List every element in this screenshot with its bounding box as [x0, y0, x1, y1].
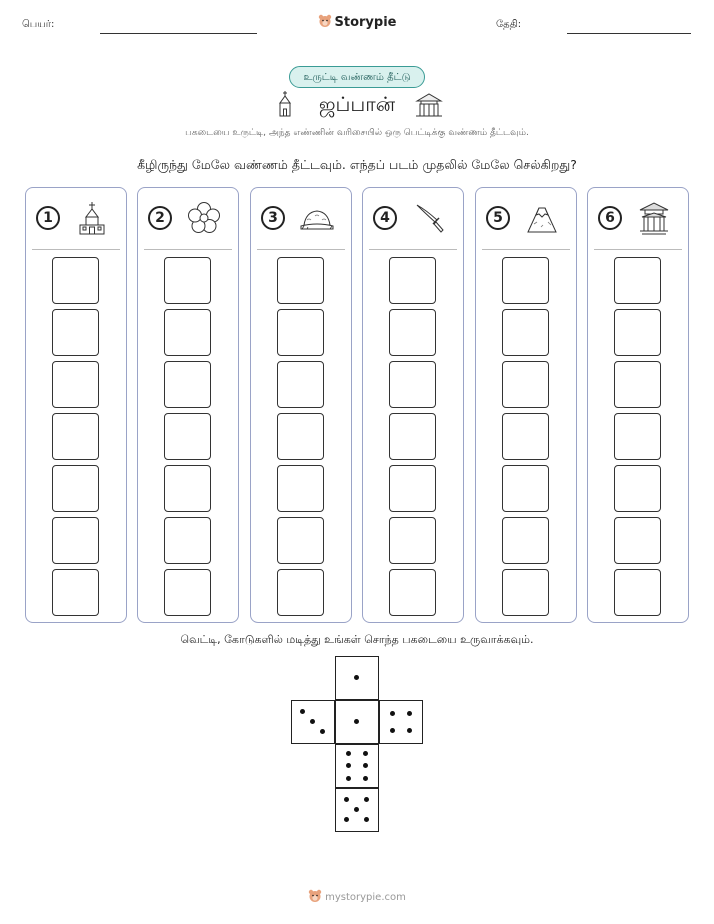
date-label: தேதி: — [496, 19, 522, 30]
color-box[interactable] — [614, 517, 661, 564]
column-number: 6 — [598, 206, 622, 230]
dice-pip — [407, 711, 412, 716]
dice-pip — [364, 817, 369, 822]
color-box[interactable] — [389, 257, 436, 304]
color-box[interactable] — [164, 413, 211, 460]
color-box[interactable] — [389, 413, 436, 460]
dice-face-4 — [379, 700, 423, 744]
column-divider — [32, 249, 120, 250]
color-box[interactable] — [164, 569, 211, 616]
color-box[interactable] — [502, 257, 549, 304]
color-box[interactable] — [164, 309, 211, 356]
dice-pip — [300, 709, 305, 714]
date-line[interactable] — [567, 33, 691, 34]
color-box[interactable] — [389, 361, 436, 408]
color-box[interactable] — [389, 517, 436, 564]
flower-icon — [186, 200, 222, 236]
instruction: கீழிருந்து மேலே வண்ணம் தீட்டவும். எந்தப் படம் முதலில் மேலே செல்கிறது? — [137, 157, 577, 172]
mount-fuji-icon — [524, 200, 560, 236]
color-box[interactable] — [164, 257, 211, 304]
color-box[interactable] — [502, 413, 549, 460]
dice-pip — [390, 711, 395, 716]
dice-pip — [364, 797, 369, 802]
bear-logo-icon — [318, 14, 332, 28]
color-box[interactable] — [277, 413, 324, 460]
color-box[interactable] — [614, 257, 661, 304]
dice-face-6 — [335, 744, 379, 788]
color-box[interactable] — [52, 361, 99, 408]
dice-pip — [320, 729, 325, 734]
subtitle: பகடையை உருட்டி, அந்த எண்ணின் வரிசையில் ஒரு பெட்டிக்கு வண்ணம் தீட்டவும். — [185, 128, 529, 138]
column-divider — [257, 249, 345, 250]
column-number: 4 — [373, 206, 397, 230]
column-divider — [369, 249, 457, 250]
column-divider — [482, 249, 570, 250]
page-title: ஜப்பான் — [318, 92, 396, 116]
color-box[interactable] — [52, 465, 99, 512]
katana-icon — [411, 200, 447, 236]
hot-spring-icon — [299, 200, 335, 236]
pagoda-temple-icon — [636, 200, 672, 236]
column-divider — [144, 249, 232, 250]
color-box[interactable] — [277, 309, 324, 356]
color-box[interactable] — [614, 569, 661, 616]
dice-instruction: வெட்டி, கோடுகளில் மடித்து உங்கள் சொந்த பகடையை உருவாக்கவும். — [180, 633, 534, 646]
color-box[interactable] — [277, 257, 324, 304]
color-box[interactable] — [164, 465, 211, 512]
color-column-2 — [137, 187, 239, 623]
column-divider — [594, 249, 682, 250]
dice-pip — [344, 797, 349, 802]
name-line[interactable] — [100, 33, 257, 34]
column-number: 5 — [486, 206, 510, 230]
color-box[interactable] — [164, 517, 211, 564]
dice-pip — [390, 728, 395, 733]
dice-face-5 — [335, 788, 379, 832]
color-box[interactable] — [502, 465, 549, 512]
church-icon — [74, 200, 110, 236]
color-column-1 — [25, 187, 127, 623]
column-number: 2 — [148, 206, 172, 230]
color-box[interactable] — [389, 309, 436, 356]
brand-name: Storypie — [334, 15, 397, 30]
column-number: 3 — [261, 206, 285, 230]
color-box[interactable] — [52, 569, 99, 616]
activity-tag: உருட்டி வண்ணம் தீட்டு — [289, 66, 425, 88]
column-number: 1 — [36, 206, 60, 230]
color-box[interactable] — [614, 465, 661, 512]
color-box[interactable] — [277, 517, 324, 564]
color-column-5 — [475, 187, 577, 623]
footer-url: mystorypie.com — [325, 892, 406, 903]
color-box[interactable] — [614, 309, 661, 356]
dice-pip — [344, 817, 349, 822]
color-box[interactable] — [52, 257, 99, 304]
color-box[interactable] — [502, 361, 549, 408]
color-column-3 — [250, 187, 352, 623]
dice-face-3 — [291, 700, 335, 744]
temple-title-icon — [414, 92, 444, 118]
color-box[interactable] — [277, 361, 324, 408]
dice-pip — [310, 719, 315, 724]
color-box[interactable] — [614, 361, 661, 408]
color-box[interactable] — [614, 413, 661, 460]
color-box[interactable] — [164, 361, 211, 408]
color-box[interactable] — [389, 569, 436, 616]
color-box[interactable] — [502, 517, 549, 564]
color-box[interactable] — [502, 309, 549, 356]
color-box[interactable] — [277, 569, 324, 616]
dice-pip — [407, 728, 412, 733]
color-box[interactable] — [277, 465, 324, 512]
color-box[interactable] — [52, 517, 99, 564]
color-box[interactable] — [389, 465, 436, 512]
dice-face-1 — [335, 656, 379, 700]
dice-pip — [346, 751, 351, 756]
dice-pip — [354, 807, 359, 812]
color-box[interactable] — [502, 569, 549, 616]
color-column-4 — [362, 187, 464, 623]
color-box[interactable] — [52, 309, 99, 356]
footer — [0, 889, 714, 903]
dice-face-1 — [335, 700, 379, 744]
dice-pip — [354, 675, 359, 680]
dice-pip — [346, 776, 351, 781]
dice-pip — [363, 763, 368, 768]
color-box[interactable] — [52, 413, 99, 460]
bear-logo-icon — [308, 889, 322, 903]
dice-pip — [363, 751, 368, 756]
name-label: பெயர்: — [22, 19, 55, 30]
dice-pip — [354, 719, 359, 724]
brand-header — [0, 14, 714, 30]
dice-pip — [363, 776, 368, 781]
color-column-6 — [587, 187, 689, 623]
dice-pip — [346, 763, 351, 768]
